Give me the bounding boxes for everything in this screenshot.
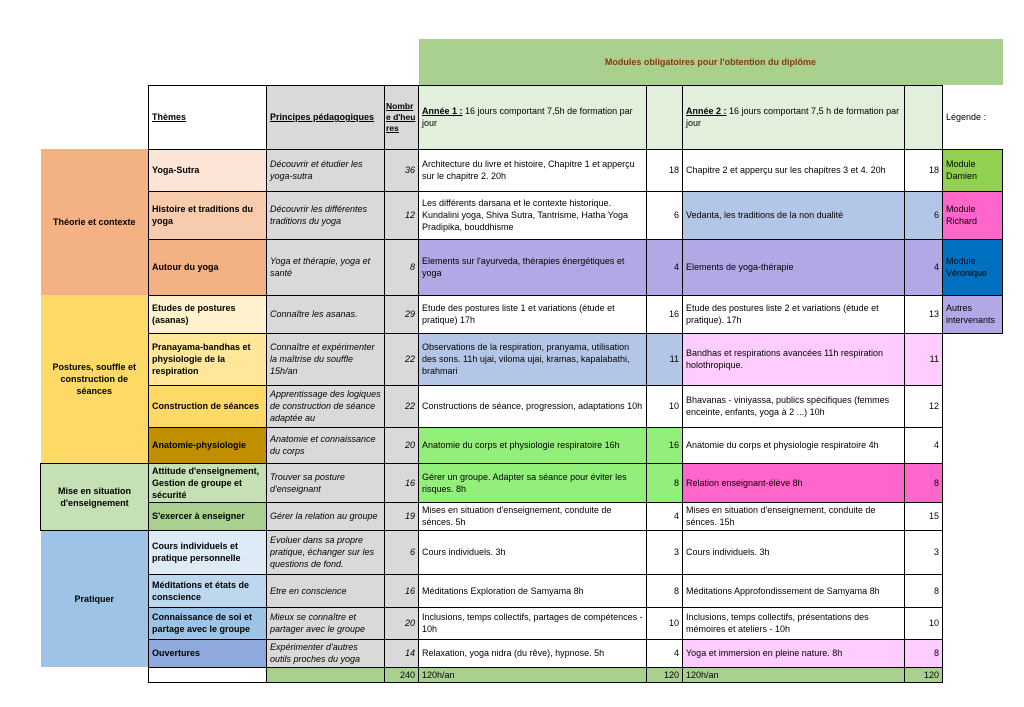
annee1-hours: 8	[647, 463, 683, 502]
annee1-content: Inclusions, temps collectifs, partages de compétences - 10h	[419, 607, 647, 639]
annee1-content: Les différents darsana et le contexte historique. Kundalini yoga, Shiva Sutra, Tantrisme, Hatha Yoga Pradipika, bouddhisme	[419, 191, 647, 239]
annee2-hours: 12	[905, 385, 943, 427]
theme-cell: S'exercer à enseigner	[149, 502, 267, 530]
annee2-content: Anatomie du corps et physiologie respiratoire 4h	[683, 427, 905, 463]
col-header-themes: Thèmes	[149, 85, 267, 149]
legend-autres-intervenants: Autres intervenants	[943, 295, 1003, 333]
table-row	[41, 191, 1003, 239]
total-heures: 240	[385, 667, 419, 682]
total-principes	[267, 667, 385, 682]
legend-module-richard: Module Richard	[943, 191, 1003, 239]
annee1-hours: 6	[647, 191, 683, 239]
heures-cell: 22	[385, 385, 419, 427]
theme-cell: Anatomie-physiologie	[149, 427, 267, 463]
col-header-annee2-hours	[905, 85, 943, 149]
theme-cell: Cours individuels et pratique personnelle	[149, 530, 267, 574]
table-row	[41, 639, 1003, 667]
col-header-annee1	[419, 85, 647, 149]
principe-cell: Gérer la relation au groupe	[267, 502, 385, 530]
annee2-content: Bhavanas - viniyassa, publics spécifiques (femmes enceinte, enfants, yoga à 2 ...) 10h	[683, 385, 905, 427]
annee2-content: Mises en situation d'enseignement, conduite de sénces. 15h	[683, 502, 905, 530]
theme-cell: Histoire et traditions du yoga	[149, 191, 267, 239]
col-header-nombre-heures: Nombre d'heures	[385, 85, 419, 149]
heures-cell: 8	[385, 239, 419, 295]
theme-cell: Attitude d'enseignement, Gestion de groupe et sécurité	[149, 463, 267, 502]
principe-cell: Etre en conscience	[267, 574, 385, 607]
heures-cell: 16	[385, 463, 419, 502]
table-row	[41, 607, 1003, 639]
annee2-hours: 8	[905, 639, 943, 667]
table-row	[41, 463, 1003, 502]
annee1-hours: 18	[647, 149, 683, 191]
col-header-annee1-hours	[647, 85, 683, 149]
total-annee2-label: 120h/an	[683, 667, 905, 682]
annee1-hours: 4	[647, 502, 683, 530]
annee1-content: Observations de la respiration, pranyama, utilisation des sons. 11h ujai, viloma ujai, kramas, kapalabathi, brahmari	[419, 333, 647, 385]
annee2-hours: 8	[905, 463, 943, 502]
annee1-content: Architecture du livre et histoire, Chapitre 1 et apperçu sur le chapitre 2. 20h	[419, 149, 647, 191]
principe-cell: Yoga et thérapie, yoga et santé	[267, 239, 385, 295]
group-pratiquer: Pratiquer	[41, 530, 149, 667]
theme-cell: Autour du yoga	[149, 239, 267, 295]
theme-cell: Yoga-Sutra	[149, 149, 267, 191]
annee1-hours: 8	[647, 574, 683, 607]
principe-cell: Expérimenter d'autres outils proches du yoga	[267, 639, 385, 667]
principe-cell: Trouver sa posture d'enseignant	[267, 463, 385, 502]
legend-module-damien: Module Damien	[943, 149, 1003, 191]
table-row	[41, 295, 1003, 333]
total-blank	[149, 667, 267, 682]
principe-cell: Apprentissage des logiques de construction de séance adaptée au	[267, 385, 385, 427]
annee1-content: Cours individuels. 3h	[419, 530, 647, 574]
annee2-content: Chapitre 2 et apperçu sur les chapitres 3 et 4. 20h	[683, 149, 905, 191]
annee1-content: Constructions de séance, progression, adaptations 10h	[419, 385, 647, 427]
annee1-hours: 10	[647, 607, 683, 639]
theme-cell: Ouvertures	[149, 639, 267, 667]
theme-cell: Pranayama-bandhas et physiologie de la respiration	[149, 333, 267, 385]
table-row	[41, 530, 1003, 574]
heures-cell: 12	[385, 191, 419, 239]
modules-table	[40, 39, 1003, 683]
modules-title: Modules obligatoires pour l'obtention du diplôme	[419, 39, 1003, 85]
principe-cell: Découvrir et étudier les yoga-sutra	[267, 149, 385, 191]
annee2-hours: 3	[905, 530, 943, 574]
col-header-principes: Principes pédagogiques	[267, 85, 385, 149]
annee2-hours: 18	[905, 149, 943, 191]
theme-cell: Etudes de postures (asanas)	[149, 295, 267, 333]
principe-cell: Evoluer dans sa propre pratique, échanger sur les questions de fond.	[267, 530, 385, 574]
annee2-hours: 13	[905, 295, 943, 333]
annee2-content: Cours individuels. 3h	[683, 530, 905, 574]
annee2-hours: 15	[905, 502, 943, 530]
annee2-hours: 4	[905, 427, 943, 463]
total-annee2-hours: 120	[905, 667, 943, 682]
annee1-hours: 10	[647, 385, 683, 427]
annee2-hours: 6	[905, 191, 943, 239]
principe-cell: Anatomie et connaissance du corps	[267, 427, 385, 463]
header-row	[41, 85, 1003, 149]
annee1-hours: 4	[647, 239, 683, 295]
annee1-content: Méditations Exploration de Samyama 8h	[419, 574, 647, 607]
annee1-text: 16 jours comportant 7,5h de formation par jour	[422, 106, 633, 128]
theme-cell: Construction de séances	[149, 385, 267, 427]
annee1-content: Mises en situation d'enseignement, conduite de sénces. 5h	[419, 502, 647, 530]
annee2-hours: 4	[905, 239, 943, 295]
annee1-hours: 3	[647, 530, 683, 574]
legend-module-veronique: Module Véronique	[943, 239, 1003, 295]
annee2-content: Bandhas et respirations avancées 11h respiration holothropique.	[683, 333, 905, 385]
heures-cell: 36	[385, 149, 419, 191]
heures-cell: 6	[385, 530, 419, 574]
annee2-text: 16 jours comportant 7,5 h de formation par jour	[686, 106, 900, 128]
heures-cell: 29	[385, 295, 419, 333]
theme-cell: Connaissance de soi et partage avec le groupe	[149, 607, 267, 639]
annee2-hours: 8	[905, 574, 943, 607]
annee1-content: Anatomie du corps et physiologie respiratoire 16h	[419, 427, 647, 463]
col-header-annee2	[683, 85, 905, 149]
annee1-hours: 16	[647, 427, 683, 463]
title-row	[41, 39, 1003, 85]
principe-cell: Connaître les asanas.	[267, 295, 385, 333]
annee2-label: Année 2 :	[686, 106, 727, 116]
heures-cell: 16	[385, 574, 419, 607]
principe-cell: Connaître et expérimenter la maîtrise du souffle 15h/an	[267, 333, 385, 385]
table-row	[41, 427, 1003, 463]
annee1-hours: 16	[647, 295, 683, 333]
annee2-content: Relation enseignant-élève 8h	[683, 463, 905, 502]
table-row	[41, 239, 1003, 295]
table-row	[41, 574, 1003, 607]
annee2-content: Etude des postures liste 2 et variations (étude et pratique). 17h	[683, 295, 905, 333]
annee2-content: Vedanta, les traditions de la non dualité	[683, 191, 905, 239]
table-row	[41, 385, 1003, 427]
legend-heading: Légende :	[946, 111, 987, 122]
annee1-hours: 4	[647, 639, 683, 667]
group-mise-en-situation: Mise en situation d'enseignement	[41, 463, 149, 530]
table-row	[41, 333, 1003, 385]
annee2-content: Méditations Approfondissement de Samyama 8h	[683, 574, 905, 607]
annee1-content: Elements sur l'ayurveda, thérapies énergétiques et yoga	[419, 239, 647, 295]
annee1-hours: 11	[647, 333, 683, 385]
annee2-hours: 10	[905, 607, 943, 639]
heures-cell: 20	[385, 427, 419, 463]
annee1-content: Gérer un groupe. Adapter sa séance pour éviter les risques. 8h	[419, 463, 647, 502]
heures-cell: 14	[385, 639, 419, 667]
table-row	[41, 502, 1003, 530]
heures-cell: 20	[385, 607, 419, 639]
total-annee1-hours: 120	[647, 667, 683, 682]
annee2-content: Inclusions, temps collectifs, présentations des mémoires et ateliers - 10h	[683, 607, 905, 639]
totals-row	[41, 667, 1003, 682]
principe-cell: Mieux se connaître et partager avec le groupe	[267, 607, 385, 639]
annee1-content: Etude des postures liste 1 et variations (étude et pratique) 17h	[419, 295, 647, 333]
total-annee1-label: 120h/an	[419, 667, 647, 682]
group-theorie-contexte: Théorie et contexte	[41, 149, 149, 295]
annee2-hours: 11	[905, 333, 943, 385]
theme-cell: Méditations et états de conscience	[149, 574, 267, 607]
heures-cell: 22	[385, 333, 419, 385]
annee1-label: Année 1 :	[422, 106, 463, 116]
annee2-content: Elements de yoga-thérapie	[683, 239, 905, 295]
table-row	[41, 149, 1003, 191]
annee2-content: Yoga et immersion en pleine nature. 8h	[683, 639, 905, 667]
principe-cell: Découvrir les différentes traditions du yoga	[267, 191, 385, 239]
heures-cell: 19	[385, 502, 419, 530]
group-postures-souffle: Postures, souffle et construction de séances	[41, 295, 149, 463]
annee1-content: Relaxation, yoga nidra (du rêve), hypnose. 5h	[419, 639, 647, 667]
